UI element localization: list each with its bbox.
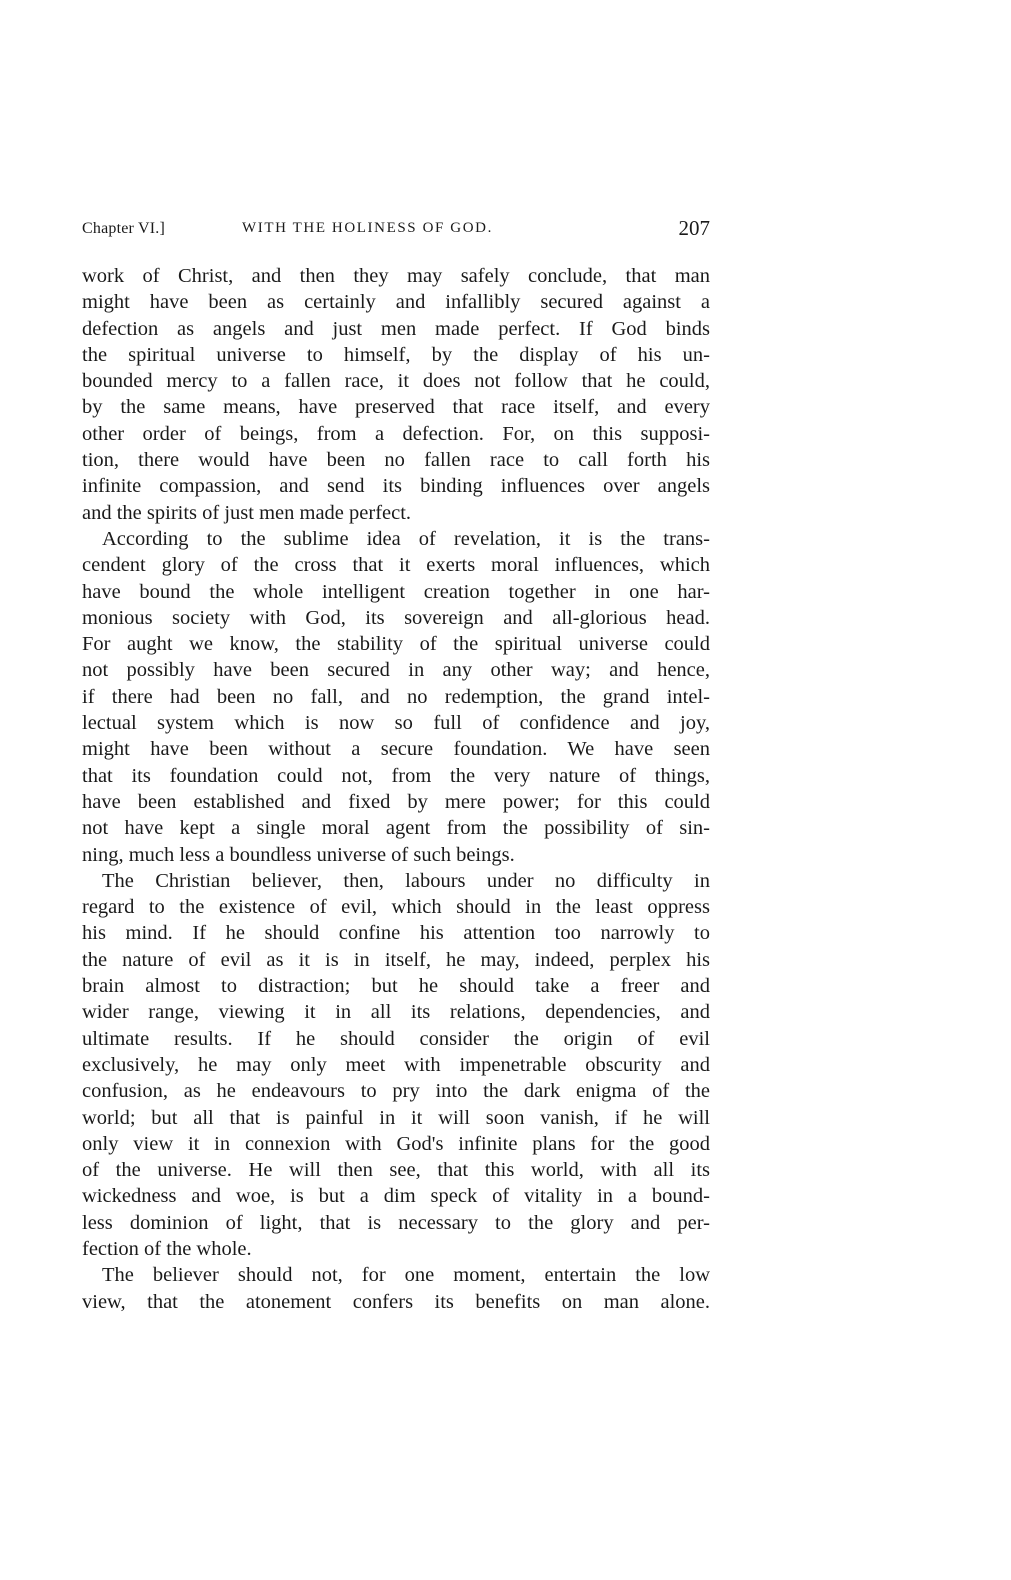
text-line: ning, much less a boundless universe of such beings.: [82, 843, 515, 866]
paragraph: [82, 526, 710, 868]
chapter-label: Chapter VI.]: [82, 220, 165, 237]
text-line: not possibly have been secured in any other way; and hence,: [82, 659, 710, 682]
text-line: have bound the whole intelligent creation together in one har-: [82, 580, 710, 603]
text-line: monious society with God, its sovereign and all-glorious head.: [82, 606, 710, 629]
text-line: the nature of evil as it is in itself, he may, indeed, perplex his: [82, 948, 710, 971]
paragraph: [82, 263, 710, 526]
paragraph: [82, 868, 710, 1262]
text-line: wider range, viewing it in all its relations, dependencies, and: [82, 1001, 710, 1024]
page-number: 207: [678, 216, 710, 240]
text-line: work of Christ, and then they may safely conclude, that man: [82, 265, 710, 287]
text-line: only view it in connexion with God's infinite plans for the good: [82, 1132, 710, 1155]
text-line: ultimate results. If he should consider the origin of evil: [82, 1027, 710, 1050]
text-line: cendent glory of the cross that it exerts moral influences, which: [82, 554, 710, 577]
text-line: wickedness and woe, is but a dim speck of vitality in a bound-: [82, 1185, 710, 1208]
text-line: might have been as certainly and infallibly secured against a: [82, 291, 710, 314]
text-line: regard to the existence of evil, which should in the least oppress: [82, 896, 710, 919]
text-line: less dominion of light, that is necessary to the glory and per-: [82, 1211, 710, 1234]
text-line: other order of beings, from a defection. For, on this supposi-: [82, 422, 710, 445]
text-line: his mind. If he should confine his attention too narrowly to: [82, 922, 710, 945]
text-line: not have kept a single moral agent from the possibility of sin-: [82, 817, 710, 840]
text-line: fection of the whole.: [82, 1237, 252, 1260]
text-line: the spiritual universe to himself, by the display of his un-: [82, 343, 710, 366]
text-line: by the same means, have preserved that race itself, and every: [82, 396, 710, 419]
text-line: exclusively, he may only meet with impenetrable obscurity and: [82, 1053, 710, 1076]
text-line: brain almost to distraction; but he should take a freer and: [82, 975, 710, 998]
text-line: According to the sublime idea of revelation, it is the trans-: [102, 527, 710, 550]
text-line: bounded mercy to a fallen race, it does not follow that he could,: [82, 370, 710, 393]
text-line: infinite compassion, and send its binding influences over angels: [82, 475, 710, 498]
paragraph: [82, 1262, 710, 1315]
text-line: and the spirits of just men made perfect.: [82, 501, 412, 524]
text-line: For aught we know, the stability of the spiritual universe could: [82, 633, 710, 656]
running-head: [82, 216, 710, 244]
text-line: confusion, as he endeavours to pry into the dark enigma of the: [82, 1080, 710, 1103]
text-line: have been established and fixed by mere power; for this could: [82, 790, 710, 813]
text-line: lectual system which is now so full of confidence and joy,: [82, 712, 710, 735]
text-line: The believer should not, for one moment, entertain the low: [102, 1264, 710, 1287]
text-line: world; but all that is painful in it will soon vanish, if he will: [82, 1106, 710, 1129]
text-line: tion, there would have been no fallen race to call forth his: [82, 449, 710, 472]
text-line: The Christian believer, then, labours under no difficulty in: [102, 869, 710, 892]
text-line: defection as angels and just men made perfect. If God binds: [82, 317, 710, 340]
text-line: if there had been no fall, and no redemption, the grand intel-: [82, 685, 710, 708]
running-title: WITH THE HOLINESS OF GOD.: [242, 220, 493, 236]
body-text: [82, 263, 710, 1315]
text-line: of the universe. He will then see, that this world, with all its: [82, 1159, 710, 1182]
text-line: might have been without a secure foundation. We have seen: [82, 738, 710, 761]
text-line: view, that the atonement confers its benefits on man alone.: [82, 1290, 710, 1313]
text-line: that its foundation could not, from the very nature of things,: [82, 764, 710, 787]
